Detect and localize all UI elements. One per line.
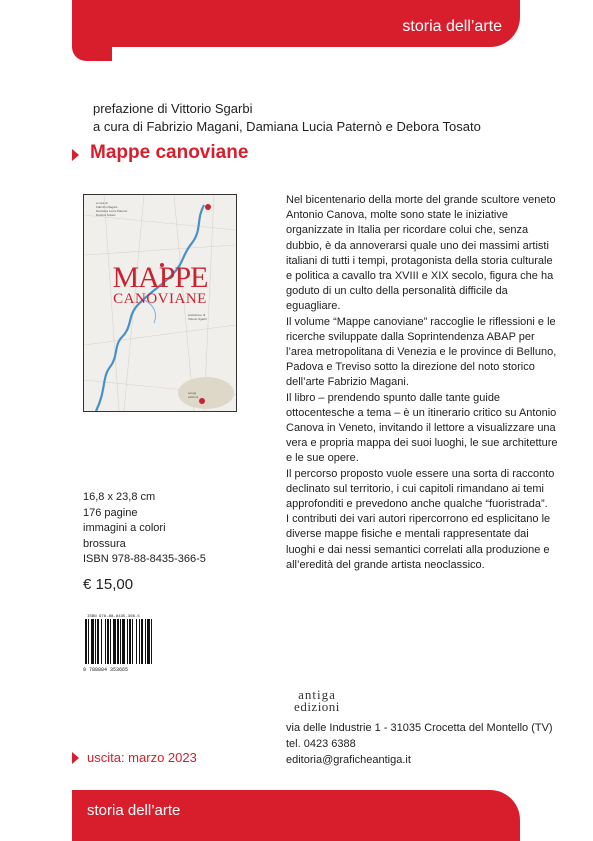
barcode-bar [141,619,143,664]
barcode-number: 9 788884 353665 [83,667,129,672]
barcode-bar [110,619,111,664]
header-band-tail [72,47,112,61]
title-row [72,142,248,164]
barcode-bar [105,619,106,664]
triangle-arrow-icon [72,149,79,161]
publisher-phone: tel. 0423 6388 [286,738,356,750]
footer-band [72,790,520,841]
barcode-bar [122,619,125,664]
barcode-bar [139,619,140,664]
description-paragraph: Nel bicentenario della morte del grande scultore veneto Antonio Canova, molte sono state le iniziative organizzate in Italia per ricordare colui che, senza dubbio, è da annoverarsi quale uno dei massimi artisti italiani di tutti i tempi, protagonista della storia culturale e politica a cavallo tra XVIII e XIX secolo, figura che ha goduto di un culto della personalità difficile da eguagliare. [286,194,556,313]
barcode-bar [129,619,131,664]
editors-credit: a cura di Fabrizio Magani, Damiana Lucia Paternò e Debora Tosato [93,119,481,134]
spec-images: immagini a colori [83,522,166,534]
barcode-bar [120,619,121,664]
barcode-bar [127,619,128,664]
publisher-address: via delle Industrie 1 - 31035 Crocetta del Montello (TV) [286,722,553,734]
price: € 15,00 [83,576,134,593]
spec-pages: 176 pagine [83,506,138,519]
cover-publisher: antiga edizioni [188,391,199,399]
barcode-bar [145,619,146,664]
book-cover [83,194,237,412]
barcode-bar [91,619,94,664]
description-paragraph: Il libro – prendendo spunto dalle tante guide ottocentesche a tema – è un itinerario critico su Antonio Canova in Veneto, invitando il lettore a visualizzare una vera e propria mappa dei suoi luoghi, le sue architetture e le sue opere. [286,391,558,465]
header-band [72,0,520,47]
barcode-bar [136,619,137,664]
preface-credit: prefazione di Vittorio Sgarbi [93,101,253,116]
publisher-contact [286,720,553,768]
spec-binding: brossura [83,537,126,550]
spec-format: 16,8 x 23,8 cm [83,491,156,503]
logo-line1: antiga [298,687,336,702]
book-description [286,193,558,573]
release-row [72,750,197,765]
barcode-bar [95,619,96,664]
footer-section-label: storia dell’arte [87,802,181,819]
barcode [83,612,173,672]
barcode-bar [132,619,133,664]
release-date: uscita: marzo 2023 [87,750,197,765]
barcode-bar [85,619,87,664]
logo-line2: edizioni [294,699,340,714]
description-paragraph: Il volume “Mappe canoviane” raccoglie le riflessioni e le ricerche sviluppate dalla Soprintendenza ABAP per l’area metropolitana di Venezia e le province di Belluno, Padova e Treviso sotto la direzione del noto storico dell’arte Fabrizio Magani. [286,315,557,389]
barcode-bar [117,619,119,664]
book-title: Mappe canoviane [90,142,249,163]
cover-preface: prefazione di Vittorio Sgarbi [188,313,207,321]
description-paragraph: I contributi dei vari autori ripercorrono ed esplicitano le diverse mappe fisiche e mentali rappresentate dai luoghi e dai nessi semantici correlati alla produzione e all’eredità del grande artista neoclassico. [286,513,551,571]
cover-title-line2: CANOVIANE [113,291,207,307]
barcode-bar [101,619,102,664]
cover-credits: a cura di Fabrizio Magani Damiana Lucia Paternò Debora Tosato [96,201,128,217]
barcode-top-text: ISBN 978-88-8435-366-5 [87,615,140,619]
publisher-email: editoria@graficheantiga.it [286,754,411,766]
triangle-arrow-icon [72,752,79,764]
book-specs [83,490,206,568]
barcode-bar [107,619,109,664]
description-paragraph: Il percorso proposto vuole essere una sorta di racconto declinato sul territorio, i cui capitoli rimandano ai temi approfonditi e prevedono anche qualche “fuoristrada”. [286,467,555,511]
barcode-bar [151,619,152,664]
publisher-logo [286,689,348,713]
section-label: storia dell’arte [402,18,502,35]
credits [93,100,481,136]
barcode-bar [113,619,116,664]
cover-title-line1: MAPPE [112,261,208,294]
barcode-bar [147,619,150,664]
barcode-bar [97,619,99,664]
spec-isbn: ISBN 978-88-8435-366-5 [83,553,206,565]
barcode-bar [88,619,89,664]
